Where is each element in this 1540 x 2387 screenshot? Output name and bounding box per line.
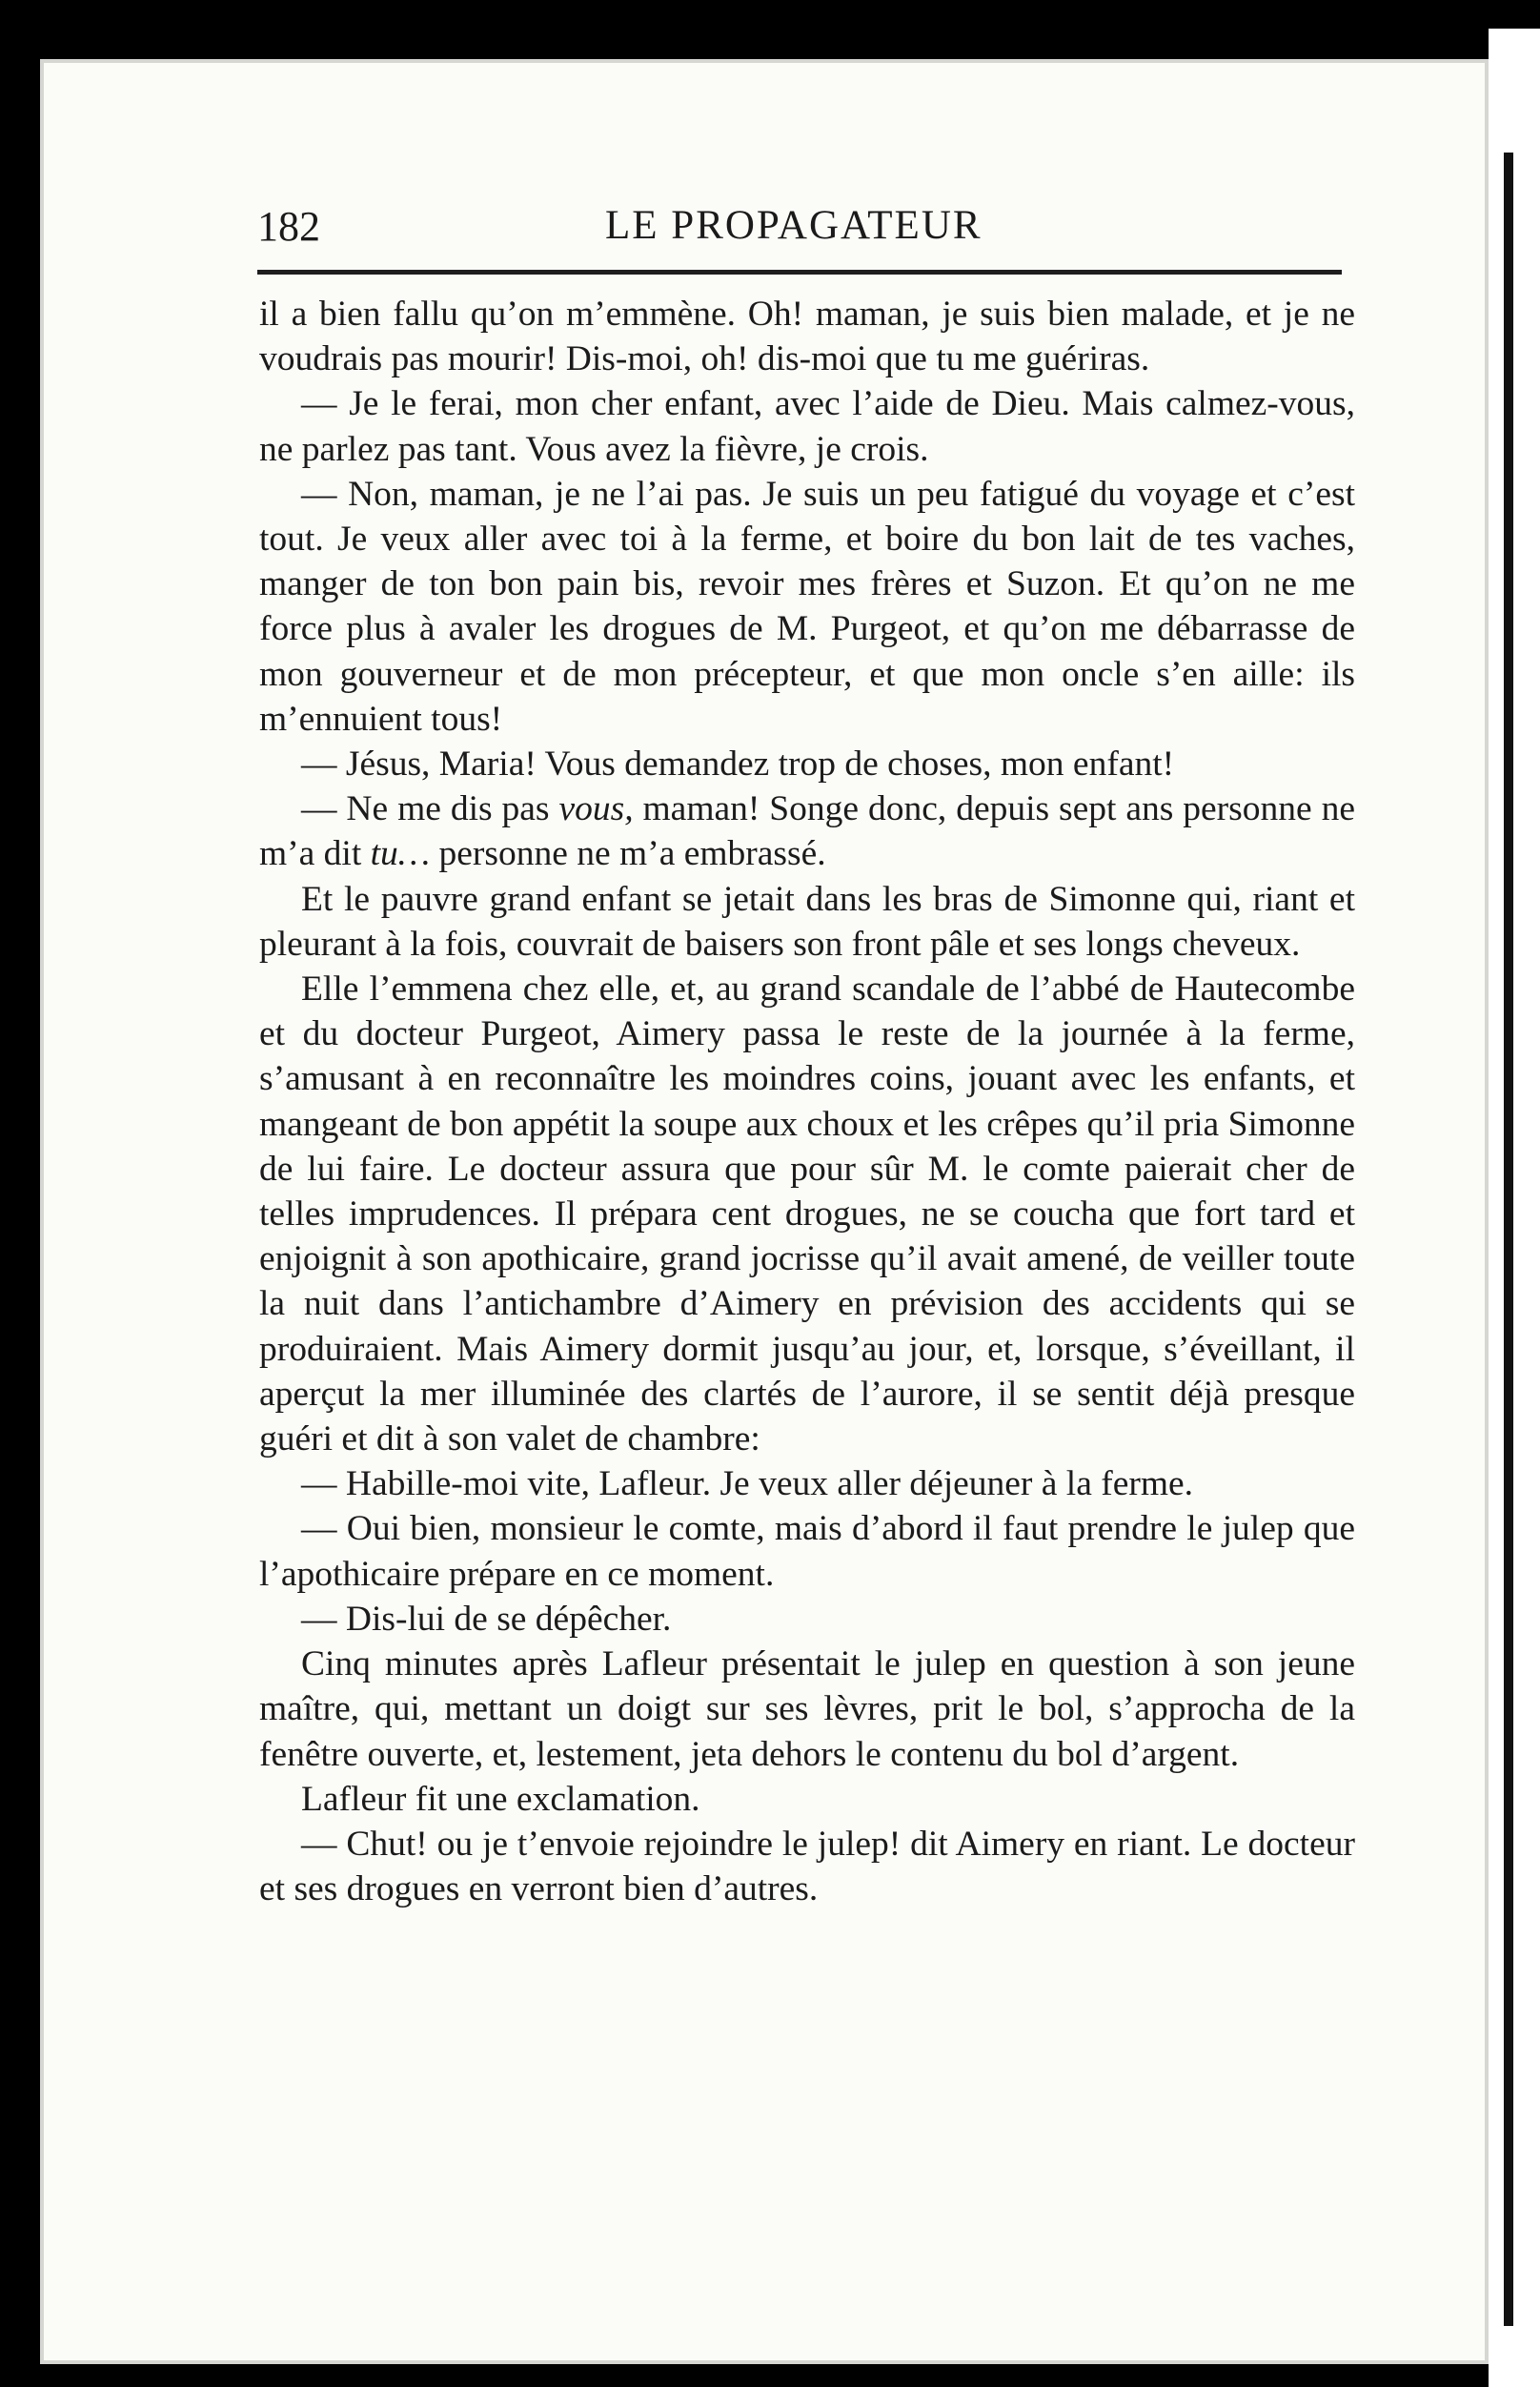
paragraph [259,381,1355,471]
paragraph [259,1461,1355,1506]
text-run: il a bien fallu qu’on m’emmène. Oh! maman, je suis bien malade, et je ne voudrais pas mourir! Dis-moi, oh! dis-moi que tu me guériras. [259,295,1355,379]
text-run: Elle l’emmena chez elle, et, au grand scandale de l’abbé de Hautecombe et du docteur Purgeot, Aimery passa le reste de la journée à la ferme, s’amusant à en reconnaître les moindres coins, jouant avec les enfants, et mangeant de bon appétit la soupe aux choux et les crêpes qu’il pria Simonne de lui faire. Le docteur assura que pour sûr M. le comte paierait cher de telles imprudences. Il prépara cent drogues, ne se coucha que fort tard et enjoignit à son apothicaire, grand jocrisse qu’il avait amené, de veiller toute la nuit dans l’antichambre d’Aimery en prévision des accidents qui se produiraient. Mais Aimery dormit jusqu’au jour, et, lorsque, s’éveillant, il aperçut la mer illuminée des clartés de l’aurore, il se sentit déjà presque guéri et dit à son valet de chambre: [259,969,1355,1459]
paragraph [259,472,1355,742]
text-run: — Dis-lui de se dépêcher. [301,1599,672,1639]
header-rule [257,270,1342,275]
body-text [259,292,1355,1911]
page-header [257,198,1344,265]
text-run: maman! Songe donc, depuis sept ans personne ne m’a dit [259,789,1355,874]
paragraph [259,1597,1355,1642]
text-run: — Habille-moi vite, Lafleur. Je veux aller déjeuner à la ferme. [301,1464,1194,1504]
paragraph [259,292,1355,381]
text-run: — Je le ferai, mon cher enfant, avec l’aide de Dieu. Mais calmez-vous, ne parlez pas tant. Vous avez la fièvre, je crois. [259,384,1355,469]
italic-run: tu… [370,834,431,874]
paragraph [259,742,1355,786]
paragraph [259,1642,1355,1777]
text-run: Cinq minutes après Lafleur présentait le julep en question à son jeune maître, qui, mettant un doigt sur ses lèvres, prit le bol, s’approcha de la fenêtre ouverte, et, lestement, jeta dehors le contenu du bol d’argent. [259,1644,1355,1774]
page-edge-shadow [1504,153,1513,2326]
italic-run: vous, [558,789,634,829]
text-run: Lafleur fit une exclamation. [301,1779,700,1819]
text-run: — Non, maman, je ne l’ai pas. Je suis un peu fatigué du voyage et c’est tout. Je veux aller avec toi à la ferme, et boire du bon lait de tes vaches, manger de ton bon pain bis, revoir mes frères et Suzon. Et qu’on ne me force plus à avaler les drogues de M. Purgeot, et qu’on me débarrasse de mon gouverneur et de mon précepteur, et que mon oncle s’en aille: ils m’ennuient tous! [259,474,1355,739]
page-number: 182 [257,203,320,250]
paragraph [259,877,1355,967]
text-run: — Oui bien, monsieur le comte, mais d’abord il faut prendre le julep que l’apothicaire prépare en ce moment. [259,1509,1355,1594]
running-title: LE PROPAGATEUR [605,203,983,248]
text-run: personne ne m’a embrassé. [430,834,826,874]
paragraph [259,1777,1355,1822]
text-run: — Jésus, Maria! Vous demandez trop de choses, mon enfant! [301,745,1175,785]
paragraph [259,967,1355,1461]
page-edge [1489,29,1540,2387]
text-run: Et le pauvre grand enfant se jetait dans les bras de Simonne qui, riant et pleurant à la fois, couvrait de baisers son front pâle et ses longs cheveux. [259,879,1355,964]
text-run: — Ne me dis pas [301,789,559,829]
paragraph [259,1822,1355,1911]
paragraph [259,1506,1355,1596]
paragraph [259,786,1355,876]
text-run: — Chut! ou je t’envoie rejoindre le julep! dit Aimery en riant. Le docteur et ses drogues en verront bien d’autres. [259,1824,1355,1909]
